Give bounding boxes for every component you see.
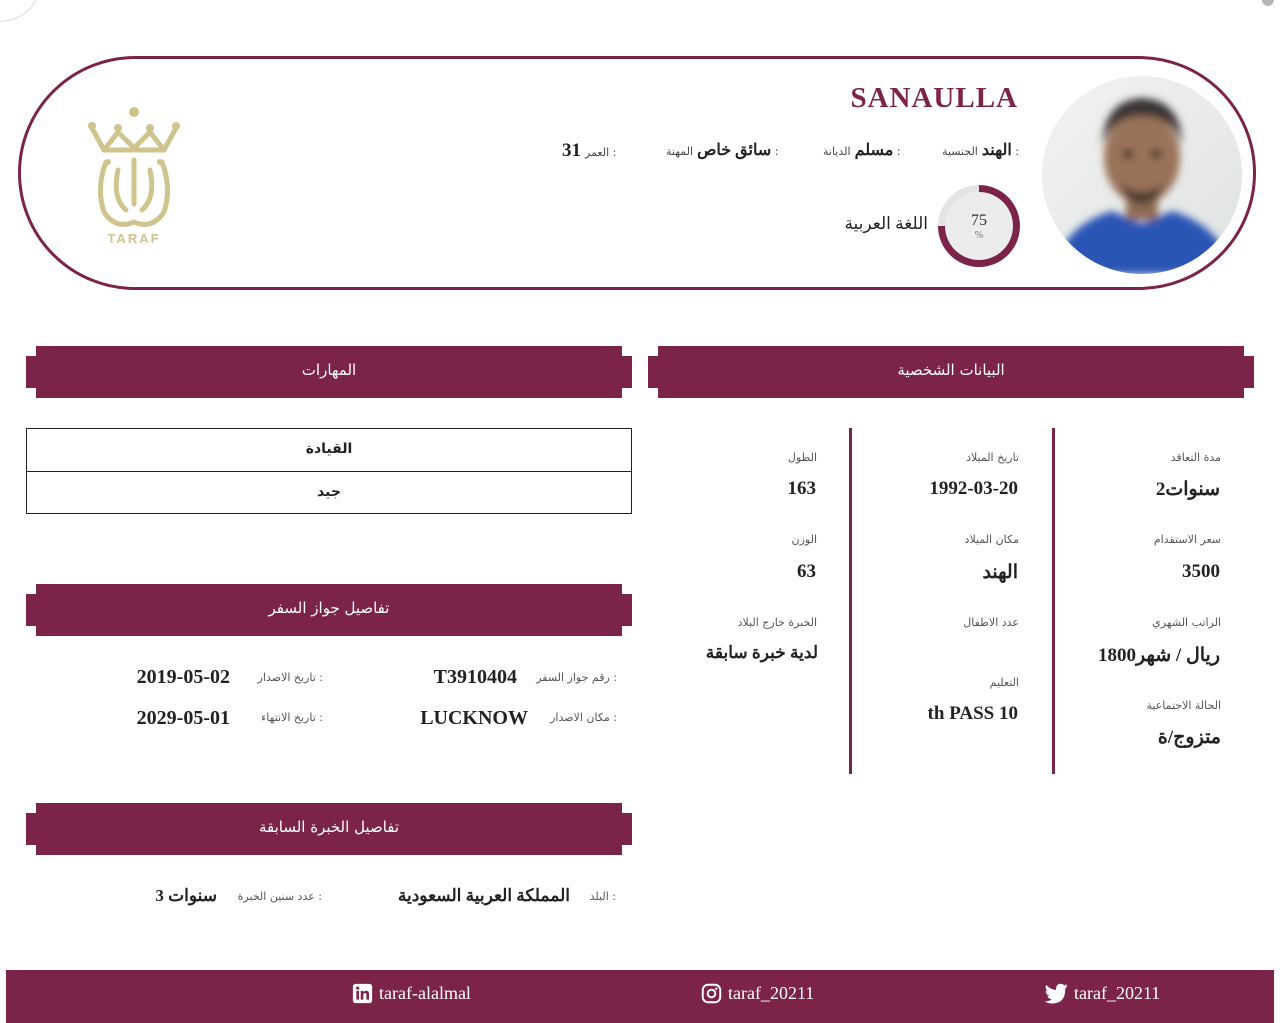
experience-country-label: البلد : (589, 890, 616, 903)
abroad-label: الخبرة خارج البلاد (737, 616, 817, 629)
profession-value: سائق خاص (697, 142, 772, 159)
twitter-link[interactable] (1044, 983, 1160, 1004)
recruit-price-value: 3500 (1182, 561, 1220, 582)
contract-label: مدة التعاقد (1170, 451, 1221, 464)
skills-table (26, 428, 632, 514)
scroll-indicator (1262, 0, 1274, 6)
language-label: اللغة العربية (844, 214, 928, 233)
religion-field (823, 140, 901, 160)
language-progress-unit: % (974, 230, 984, 241)
issue-place-label: مكان الاصدار : (550, 711, 617, 724)
experience-years-label: عدد سنين الخبرة : (237, 890, 322, 903)
linkedin-icon (352, 983, 373, 1004)
recruit-price-label: سعر الاستقدام (1153, 533, 1221, 546)
skills-section-banner (26, 346, 632, 398)
passport-number-value: T3910404 (433, 666, 517, 688)
taraf-logo (82, 104, 186, 246)
experience-years-value: 3 سنوات (155, 886, 217, 905)
height-label: الطول (787, 451, 817, 464)
twitter-handle: taraf_20211 (1074, 983, 1161, 1003)
passport-section-banner (26, 584, 632, 636)
instagram-handle: taraf_20211 (728, 983, 815, 1003)
personal-section-title: البيانات الشخصية (897, 361, 1005, 379)
skill-level: جيد (27, 471, 631, 514)
salary-value: 1800ريال / شهر (1098, 645, 1220, 666)
passport-section-title: تفاصيل جواز السفر (268, 599, 390, 617)
instagram-link[interactable] (701, 983, 814, 1004)
nationality-field (942, 140, 1019, 160)
age-value: 31 (562, 140, 581, 161)
marital-value: متزوج/ة (1157, 727, 1221, 748)
salary-label: الراتب الشهري (1152, 616, 1221, 629)
abroad-value: لدية خبرة سابقة (705, 643, 818, 662)
education-label: التعليم (989, 676, 1019, 689)
expiry-value: 2029-05-01 (136, 707, 230, 729)
language-progress-ring (938, 185, 1020, 267)
issue-date-label: تاريخ الاصدار : (257, 671, 323, 684)
education-value: th PASS 10 (927, 703, 1018, 724)
personal-section-banner (648, 346, 1254, 398)
candidate-name: SANAULLA (850, 82, 1018, 114)
skill-name: القيادة (305, 441, 353, 457)
age-field (562, 140, 616, 162)
footer-bar (6, 970, 1274, 1023)
logo-text: TARAF (107, 231, 161, 246)
dob-value: 1992-03-20 (929, 478, 1018, 499)
language-progress-center (945, 192, 1013, 260)
children-label: عدد الاطفال (963, 616, 1019, 629)
nationality-label: الجنسية : (942, 145, 1019, 158)
instagram-icon (701, 983, 722, 1004)
contract-value: 2سنوات (1155, 479, 1220, 500)
weight-label: الوزن (791, 533, 817, 546)
profile-photo (1042, 76, 1242, 274)
religion-label: الديانة : (823, 145, 901, 158)
twitter-icon (1044, 983, 1068, 1004)
profession-field (666, 140, 778, 160)
skills-section-title: المهارات (301, 361, 357, 379)
issue-date-value: 2019-05-02 (136, 666, 230, 688)
weight-value: 63 (797, 561, 816, 582)
experience-section-title: تفاصيل الخبرة السابقة (258, 818, 400, 836)
expiry-label: تاريخ الانتهاء : (261, 711, 323, 724)
linkedin-handle: taraf-alalmal (379, 983, 471, 1003)
birthplace-label: مكان الميلاد (964, 533, 1019, 546)
issue-place-value: LUCKNOW (420, 707, 528, 729)
age-label: العمر : (585, 146, 617, 159)
corner-decoration (0, 0, 38, 22)
nationality-value: الهند (981, 142, 1012, 159)
dob-label: تاريخ الميلاد (966, 451, 1019, 464)
marital-label: الحالة الاجتماعية (1146, 699, 1221, 712)
linkedin-link[interactable] (352, 983, 471, 1004)
experience-section-banner (26, 803, 632, 855)
height-value: 163 (787, 478, 816, 499)
column-divider (1052, 428, 1055, 774)
experience-country-value: المملكة العربية السعودية (397, 886, 570, 905)
profession-label: المهنة : (666, 145, 779, 158)
birthplace-value: الهند (982, 562, 1018, 583)
religion-value: مسلم (854, 142, 894, 159)
column-divider (849, 428, 852, 774)
passport-number-label: رقم جواز السفر : (536, 671, 617, 684)
language-progress-value: 75 (971, 212, 987, 229)
